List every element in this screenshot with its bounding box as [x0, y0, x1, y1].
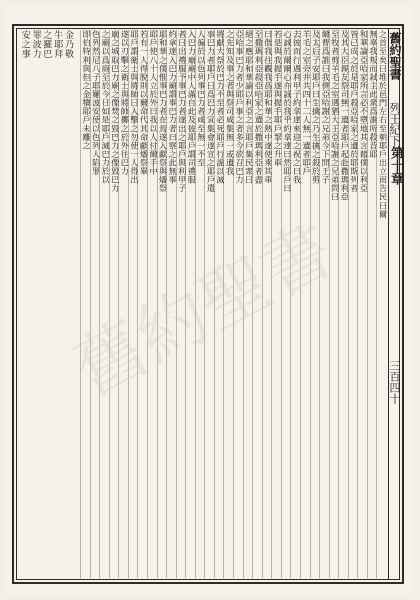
page-number: 三百四十 — [388, 360, 401, 404]
text-column: 亞哈事巴力者少耶戶事之者多今欲召巴力 — [233, 30, 243, 578]
text-column: 絕之應耶和華諭以利亞之言耶戶集民衆曰 — [243, 30, 253, 578]
text-column: 去彼而行遇利甲子約拿達來迎之祝之曰我 — [290, 30, 300, 578]
text-column: 至牧者剪羊毛之室遇猶大王亞哈謝之兄弟問曰 — [329, 30, 339, 578]
text-column: 色列然尼八子耶羅波安使以色列人陷罪 — [90, 30, 100, 578]
text-column: 耶戶謂衛士與將帥曰入擊之勿使一人得出 — [128, 30, 138, 578]
text-column: 及其大臣親友祭司無一遺者耶戶起赴撒瑪利亞 — [338, 30, 348, 578]
text-column: 遂以刃擊之衛士與將帥擲之於外往巴力 — [118, 30, 128, 578]
footnotes — [18, 30, 72, 578]
text-column: 及太后子安耶戶曰生擒之乃生擒之殺於剪 — [310, 30, 320, 578]
watermark-text: 舊約聖書 — [61, 208, 347, 412]
main-text — [18, 30, 386, 578]
footnote-column: 之羅巴 — [41, 30, 52, 59]
text-column: 人徧於以色列事巴力者咸至無一不至 — [195, 30, 205, 578]
text-column: 和華論亞哈家所言必不墮地其言藉僕以利亞 — [357, 30, 367, 578]
text-column: 者曰出禮服予事巴力者遂出之耶戶與利甲子 — [176, 30, 186, 578]
text-column: 皆已成之於是耶戶殺亞哈家之遺於耶斯列者 — [348, 30, 358, 578]
text-column: 入巴力廟廟中人滿自此及彼耶戶謂司禮服 — [185, 30, 195, 578]
text-column: 之廟以爲廁至於今日如是耶戶滅巴力於以 — [99, 30, 109, 578]
section-title: 列王紀下 — [388, 102, 401, 146]
book-page — [6, 6, 414, 594]
text-column: 事巴力者耶戶曰爲巴力宣集會遂宣之耶戶遣 — [204, 30, 214, 578]
text-column: 若是與我握手遂與握手耶戶挈之升車 — [271, 30, 281, 578]
text-column: 即伯特利與但之金犢耶戶未離之 — [80, 30, 90, 578]
text-column: 耶戶使八十人立於外曰我以人付爾手中 — [147, 30, 157, 578]
footnote-column: 安之事 — [19, 30, 30, 59]
chapter-title: 第十章 — [388, 146, 403, 185]
text-column: 廟之城取巴力廟之像焚之毀巴力之像毀巴力 — [109, 30, 119, 578]
text-column: 將獻大祭於巴力不至者必死耶戶行詭以滅 — [214, 30, 224, 578]
text-column: 爾曹爲誰曰我儕亞哈謝之兄弟今下問王子 — [319, 30, 329, 578]
text-column: 之首至矣曰堆於邑門左右至朝耶戶出立而告民曰爾 — [376, 30, 386, 578]
text-column: 羊毛之室旁井共四十二人無一遺者耶戶 — [300, 30, 310, 578]
text-column: 若有一人得脫則以爾命代其命獻燔祭畢 — [137, 30, 147, 578]
text-column: 無辜我叛而弒主此衆爲誰所殺昔耶 — [367, 30, 377, 578]
footnote-column: 牛耶拜 — [52, 30, 63, 59]
book-title: 舊約聖書 — [388, 32, 402, 80]
text-column: 心誠於爾爾心亦誠於我乎約拿達曰然耶戶曰 — [281, 30, 291, 578]
footnote-column: 罪波力 — [30, 30, 41, 59]
text-column: 耶和華之僕惟事巴力者在焉遂入獻祭與燔祭 — [157, 30, 167, 578]
text-column: 至撒瑪利亞殺亞哈家之遺於撒瑪利亞者盡 — [252, 30, 262, 578]
text-column: 約拿達入巴力廟謂事巴力者曰察之此無事 — [166, 30, 176, 578]
footnote-column: 金乃敬 — [62, 30, 73, 59]
text-column: 曰偕我往觀我爲耶和華之熱中遂使乘其車 — [262, 30, 272, 578]
text-column: 之先知及事之者與祭司咸集無一或遺我 — [223, 30, 233, 578]
